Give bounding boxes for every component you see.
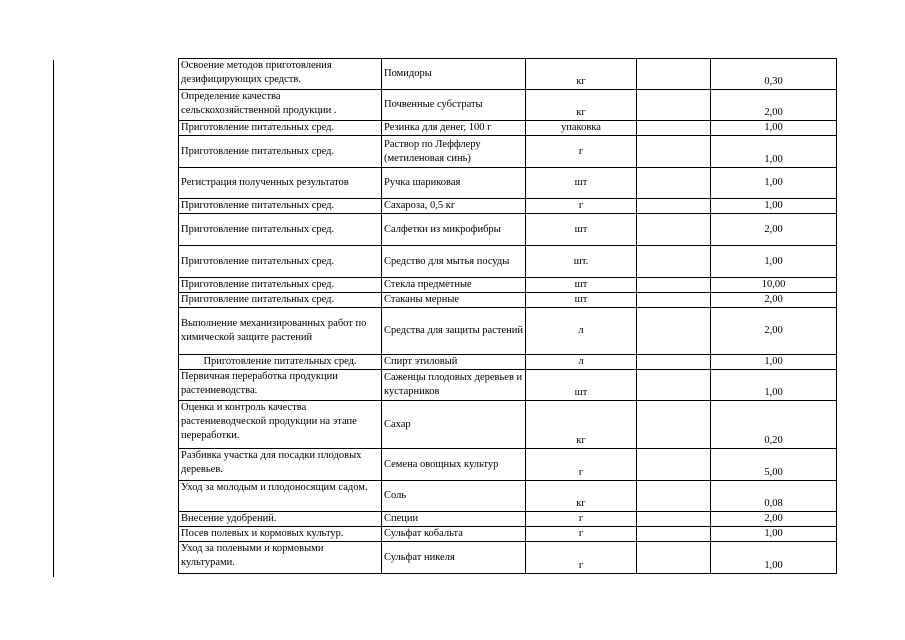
- table-row: [179, 512, 837, 527]
- unit-cell: шт: [526, 278, 637, 293]
- operation-cell: Первичная переработка продукции растениеводства.: [179, 370, 382, 401]
- operation-cell: Приготовление питательных сред.: [179, 136, 382, 168]
- unit-cell: г: [526, 449, 637, 481]
- unit-cell: л: [526, 308, 637, 355]
- empty-cell: [637, 512, 711, 527]
- table-row: [179, 401, 837, 449]
- quantity-cell: 1,00: [711, 136, 837, 168]
- unit-cell: шт: [526, 168, 637, 199]
- quantity-cell: 1,00: [711, 246, 837, 278]
- empty-cell: [637, 121, 711, 136]
- quantity-cell: 1,00: [711, 542, 837, 574]
- operation-cell: Уход за полевыми и кормовыми культурами.: [179, 542, 382, 574]
- table-row: [179, 370, 837, 401]
- empty-cell: [637, 136, 711, 168]
- item-cell: Саженцы плодовых деревьев и кустарников: [382, 370, 526, 401]
- empty-cell: [637, 355, 711, 370]
- quantity-cell: 0,30: [711, 59, 837, 90]
- item-cell: Помидоры: [382, 59, 526, 90]
- quantity-cell: 10,00: [711, 278, 837, 293]
- empty-cell: [637, 168, 711, 199]
- unit-cell: кг: [526, 90, 637, 121]
- quantity-cell: 1,00: [711, 199, 837, 214]
- operation-cell: Внесение удобрений.: [179, 512, 382, 527]
- quantity-cell: 2,00: [711, 512, 837, 527]
- quantity-cell: 2,00: [711, 90, 837, 121]
- item-cell: Салфетки из микрофибры: [382, 214, 526, 246]
- operation-cell: Определение качества сельскохозяйственной продукции .: [179, 90, 382, 121]
- quantity-cell: 5,00: [711, 449, 837, 481]
- item-cell: Резинка для денег, 100 г: [382, 121, 526, 136]
- item-cell: Средства для защиты растений: [382, 308, 526, 355]
- empty-cell: [637, 449, 711, 481]
- table-row: [179, 90, 837, 121]
- operation-cell: Посев полевых и кормовых культур.: [179, 527, 382, 542]
- item-cell: Специи: [382, 512, 526, 527]
- quantity-cell: 1,00: [711, 168, 837, 199]
- unit-cell: шт: [526, 370, 637, 401]
- empty-cell: [637, 370, 711, 401]
- unit-cell: г: [526, 136, 637, 168]
- page-margin-line: [53, 60, 54, 577]
- empty-cell: [637, 542, 711, 574]
- unit-cell: шт: [526, 214, 637, 246]
- quantity-cell: 1,00: [711, 121, 837, 136]
- empty-cell: [637, 278, 711, 293]
- unit-cell: кг: [526, 481, 637, 512]
- quantity-cell: 2,00: [711, 214, 837, 246]
- table-row: [179, 293, 837, 308]
- quantity-cell: 0,20: [711, 401, 837, 449]
- unit-cell: г: [526, 512, 637, 527]
- operation-cell: Выполнение механизированных работ по химической защите растений: [179, 308, 382, 355]
- table-row: [179, 527, 837, 542]
- item-cell: Сахар: [382, 401, 526, 449]
- item-cell: Ручка шариковая: [382, 168, 526, 199]
- item-cell: Средство для мытья посуды: [382, 246, 526, 278]
- item-cell: Почвенные субстраты: [382, 90, 526, 121]
- quantity-cell: 1,00: [711, 370, 837, 401]
- operation-cell: Уход за молодым и плодоносящим садом.: [179, 481, 382, 512]
- operation-cell: Приготовление питательных сред.: [179, 214, 382, 246]
- table-row: [179, 59, 837, 90]
- operation-cell: Приготовление питательных сред.: [179, 246, 382, 278]
- unit-cell: шт.: [526, 246, 637, 278]
- empty-cell: [637, 59, 711, 90]
- empty-cell: [637, 481, 711, 512]
- quantity-cell: 0,08: [711, 481, 837, 512]
- unit-cell: г: [526, 542, 637, 574]
- quantity-cell: 2,00: [711, 308, 837, 355]
- table-row: [179, 449, 837, 481]
- operation-cell: Приготовление питательных сред.: [179, 278, 382, 293]
- empty-cell: [637, 527, 711, 542]
- item-cell: Семена овощных культур: [382, 449, 526, 481]
- empty-cell: [637, 214, 711, 246]
- operation-cell: Освоение методов приготовления дезифицирующих средств.: [179, 59, 382, 90]
- table-row: [179, 308, 837, 355]
- operation-cell: Приготовление питательных сред.: [179, 293, 382, 308]
- unit-cell: г: [526, 527, 637, 542]
- unit-cell: л: [526, 355, 637, 370]
- table-row: [179, 121, 837, 136]
- table-row: [179, 214, 837, 246]
- empty-cell: [637, 246, 711, 278]
- empty-cell: [637, 401, 711, 449]
- operation-cell: Приготовление питательных сред.: [179, 355, 382, 370]
- empty-cell: [637, 90, 711, 121]
- quantity-cell: 2,00: [711, 293, 837, 308]
- unit-cell: г: [526, 199, 637, 214]
- table-row: [179, 246, 837, 278]
- item-cell: Спирт этиловый: [382, 355, 526, 370]
- item-cell: Сахароза, 0,5 кг: [382, 199, 526, 214]
- item-cell: Стаканы мерные: [382, 293, 526, 308]
- table-row: [179, 542, 837, 574]
- operation-cell: Приготовление питательных сред.: [179, 121, 382, 136]
- operation-cell: Разбивка участка для посадки плодовых деревьев.: [179, 449, 382, 481]
- unit-cell: упаковка: [526, 121, 637, 136]
- materials-table: [178, 58, 837, 574]
- table-row: [179, 355, 837, 370]
- item-cell: Раствор по Леффлеру (метиленовая синь): [382, 136, 526, 168]
- operation-cell: Приготовление питательных сред.: [179, 199, 382, 214]
- item-cell: Стекла предметные: [382, 278, 526, 293]
- table-row: [179, 168, 837, 199]
- unit-cell: шт: [526, 293, 637, 308]
- table-row: [179, 136, 837, 168]
- empty-cell: [637, 293, 711, 308]
- item-cell: Соль: [382, 481, 526, 512]
- operation-cell: Регистрация полученных результатов: [179, 168, 382, 199]
- quantity-cell: 1,00: [711, 527, 837, 542]
- table-row: [179, 199, 837, 214]
- unit-cell: кг: [526, 401, 637, 449]
- item-cell: Сульфат кобальта: [382, 527, 526, 542]
- empty-cell: [637, 199, 711, 214]
- empty-cell: [637, 308, 711, 355]
- unit-cell: кг: [526, 59, 637, 90]
- table-row: [179, 278, 837, 293]
- item-cell: Сульфат никеля: [382, 542, 526, 574]
- quantity-cell: 1,00: [711, 355, 837, 370]
- operation-cell: Оценка и контроль качества растениеводческой продукции на этапе переработки.: [179, 401, 382, 449]
- table-row: [179, 481, 837, 512]
